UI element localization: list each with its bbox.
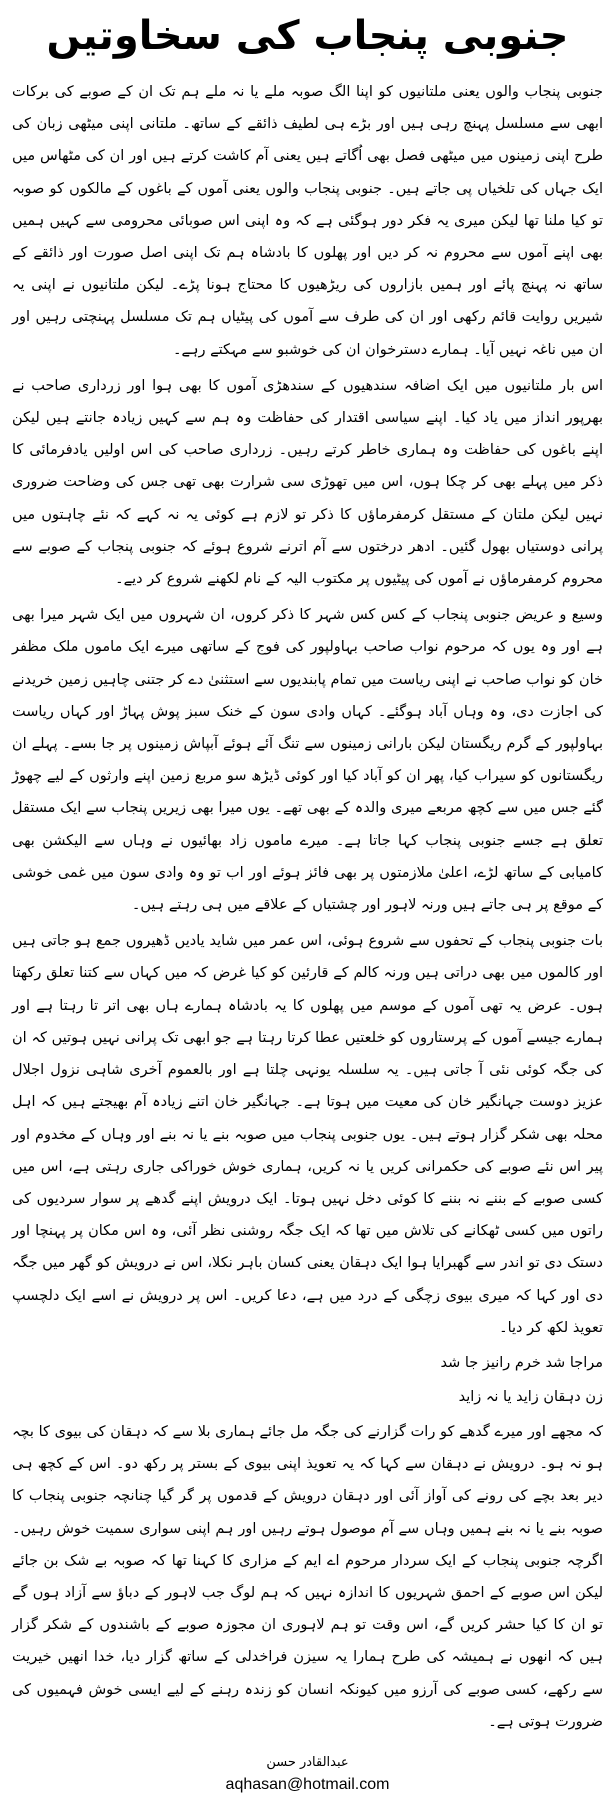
persian-couplet-line-1: مراجا شد خرم رانیز جا شد <box>440 1354 603 1371</box>
article-body <box>12 76 603 1344</box>
article-paragraph-3: وسیع و عریض جنوبی پنجاب کے کس کس شہر کا ذکر کروں، ان شہروں میں ایک شہر میرا بھی ہے اور وہ یوں کہ مرحوم نواب صاحب بہاولپور کی فوج کے ساتھی میرے ایک ماموں ملک مظفر خان کو نواب صاحب نے اپنی ریاست میں تمام پابندیوں سے استثنیٰ دے کر جتنی چاہیں زمین خریدنے کی اجازت دی، وہ وہاں آباد ہوگئے۔ کہاں وادی سون کے خنک سبز پوش پہاڑ اور کہاں ریاست بہاولپور کے گرم ریگستان لیکن بارانی زمینوں سے تنگ آئے ہوئے آبپاش زمینوں پر جا بسے۔ پہلے ان ریگستانوں کو سیراب کیا، پھر ان کو آباد کیا اور کوئی ڈیڑھ سو مربع زمین اپنے وارثوں کے لیے چھوڑ گئے جس میں سے کچھ مربعے میری والدہ کے بھی تھے۔ یوں میرا بھی زیریں پنجاب سے ایک مستقل تعلق ہے جسے جنوبی پنجاب کہا جاتا ہے۔ میرے ماموں زاد بھائیوں نے وہاں سے الیکشن بھی کامیابی کے ساتھ لڑے، اعلیٰ ملازمتوں پر بھی فائز ہوئے اور اب تو وہ وادی سون میں غمی خوشی کے موقع پر ہی جاتے ہیں ورنہ لاہور اور چشتیاں کے علاقے میں ہی رہتے ہیں۔ <box>12 607 603 914</box>
article-paragraph-2: اس بار ملتانیوں میں ایک اضافہ سندھیوں کے سندھڑی آموں کا بھی ہوا اور زرداری صاحب نے بھرپور انداز میں یاد کیا۔ اپنے سیاسی اقتدار کی حفاظت وہ ہم سے کہیں زیادہ جانتے ہیں لیکن اپنے باغوں کی حفاظت وہ ہماری خاطر کرتے رہیں۔ زرداری صاحب کی اس اولیں یادفرمائی کا ذکر میں پہلے بھی کر چکا ہوں، اس میں تھوڑی سی شرارت بھی تھی جس کی وضاحت ضروری نہیں لیکن ملتان کے مستقل کرمفرماؤں کا ذکر تو لازم ہے کوئی یہ نہ کہے کہ نئے چاہتوں میں پرانی دوستیاں بھول گئیں۔ ادھر درختوں سے آم اترنے شروع ہوئے کہ جنوبی پنجاب کے صوبے سے محروم کرمفرماؤں نے آموں کی پیٹیوں پر مکتوب الیہ کے نام لکھنے شروع کر دیے۔ <box>12 377 603 588</box>
author-name: عبدالقادر حسن <box>266 1754 349 1770</box>
column-headline: جنوبی پنجاب کی سخاوتیں <box>46 13 569 59</box>
author-email[interactable]: aqhasan@hotmail.com <box>225 1775 390 1793</box>
persian-couplet-line-2: زن دہقان زاید یا نہ زاید <box>458 1388 603 1405</box>
article-closing <box>12 1416 603 1738</box>
article-paragraph-5: کہ مجھے اور میرے گدھے کو رات گزارنے کی جگہ مل جائے ہماری بلا سے کہ دہقان کی بیوی کا بچہ ہو نہ ہو۔ درویش نے دہقان سے کہا کہ یہ تعویذ اپنی بیوی کے بستر پر رکھ دو۔ اس کے کچھ ہی دیر بعد بچے کی رونے کی آواز آئی اور دہقان درویش کے قدموں پر گر گیا چنانچہ جنوبی پنجاب کا صوبہ بنے یا نہ بنے ہمیں وہاں سے آم موصول ہوتے رہیں اور ہم اپنی سواری سمیت خوش رہیں۔ اگرچہ جنوبی پنجاب کے ایک سردار مرحوم اے ایم کے مزاری کا کہنا تھا کہ صوبہ بے شک بن جائے لیکن اس صوبے کے احمق شہریوں کا اندازہ نہیں کہ ہم لوگ جب لاہور کے دباؤ سے آزاد ہوں گے تو ان کا کیا حشر کریں گے، اس وقت تو ہم لاہوری ان مجوزہ صوبے کے باشندوں کے شکر گزار ہیں کہ انھوں نے ہمیشہ کی طرح ہمارا یہ سیزن فراخدلی کے ساتھ گزار دیا، خدا انھیں خیریت سے رکھے، کسی صوبے کی آرزو میں کیونکہ انسان کو زندہ رہنے کے لیے ایسی خوش فہمیوں کی ضرورت ہوتی ہے۔ <box>12 1423 603 1730</box>
article-paragraph-4: بات جنوبی پنجاب کے تحفوں سے شروع ہوئی، اس عمر میں شاید یادیں ڈھیروں جمع ہو جاتی ہیں اور کالموں میں بھی دراتی ہیں ورنہ کالم کے قارئین کو کیا غرض کہ میں کہاں سے کتنا تعلق رکھتا ہوں۔ عرض یہ تھی آموں کے موسم میں پھلوں کا یہ بادشاہ ہمارے ہاں بھی اتر تا رہتا ہے اور ہمارے جیسے آموں کے پرستاروں کو خلعتیں عطا کرتا رہتا ہے جو ابھی تک پرانی نہیں ہوتیں کہ ان کی جگہ کوئی نئی آ جاتی ہیں۔ یہ سلسلہ یونہی چلتا ہے اور بالعموم آخری شاہی نزول اجلال عزیز دوست جہانگیر خان کی معیت میں ہوتا ہے۔ جہانگیر خان اتنے زیادہ آم بھیجتے ہیں کہ اہل محلہ بھی شکر گزار ہوتے ہیں۔ یوں جنوبی پنجاب میں صوبہ بنے یا نہ بنے اور وہاں کے مخدوم اور پیر اس نئے صوبے کی حکمرانی کریں یا نہ کریں، ہماری خوش خوراکی جاری رہتی ہے، اس میں کسی صوبے کے بننے نہ بننے کا کوئی دخل نہیں ہوتا۔ ایک درویش اپنے گدھے پر سوار سردیوں کی راتوں میں کسی ٹھکانے کی تلاش میں تھا کہ ایک جگہ روشنی نظر آئی، وہ اس مکان پر پہنچا اور دستک دی تو اندر سے گھبرایا ہوا ایک دہقان یعنی کسان باہر نکلا، اس نے درویش کو گھر میں جگہ دی اور کہا کہ میری بیوی زچگی کے درد میں ہے، دعا کریں۔ اس پر درویش نے اسے ایک دلچسپ تعویذ لکھ کر دیا۔ <box>12 933 603 1336</box>
article-paragraph-1: جنوبی پنجاب والوں یعنی ملتانیوں کو اپنا الگ صوبہ ملے یا نہ ملے ہم تک ان کے صوبے کی برکات ابھی سے مسلسل پہنچ رہی ہیں اور بڑے ہی لطیف ذائقے کے ساتھ۔ ملتانی اپنی میٹھی زبان کی طرح اپنی زمینوں میں میٹھی فصل بھی اُگاتے ہیں یعنی آم کاشت کرتے ہیں اور ان کی مٹھاس میں ایک جہاں کی تلخیاں پی جاتے ہیں۔ جنوبی پنجاب والوں یعنی آموں کے باغوں کے مالکوں کو صوبہ تو کیا ملنا تھا لیکن میری یہ فکر دور ہوگئی ہے کہ وہ اپنی اس صوبائی محرومی سے کہیں ہمیں بھی اپنے آموں سے محروم نہ کر دیں اور پھلوں کا بادشاہ ہم تک اپنی اصل صورت اور ذائقے کے ساتھ نہ پہنچ پائے اور ہمیں بازاروں کی ریڑھیوں کا محتاج ہونا پڑے۔ لیکن ملتانیوں نے اپنی یہ شیریں روایت قائم رکھی اور ان کی طرف سے آموں کی پیٹیاں ہم تک مسلسل پہنچتی رہیں اور ان میں ناغہ نہیں آیا۔ ہمارے دسترخوان ان کی خوشبو سے مہکتے رہے۔ <box>12 84 603 358</box>
